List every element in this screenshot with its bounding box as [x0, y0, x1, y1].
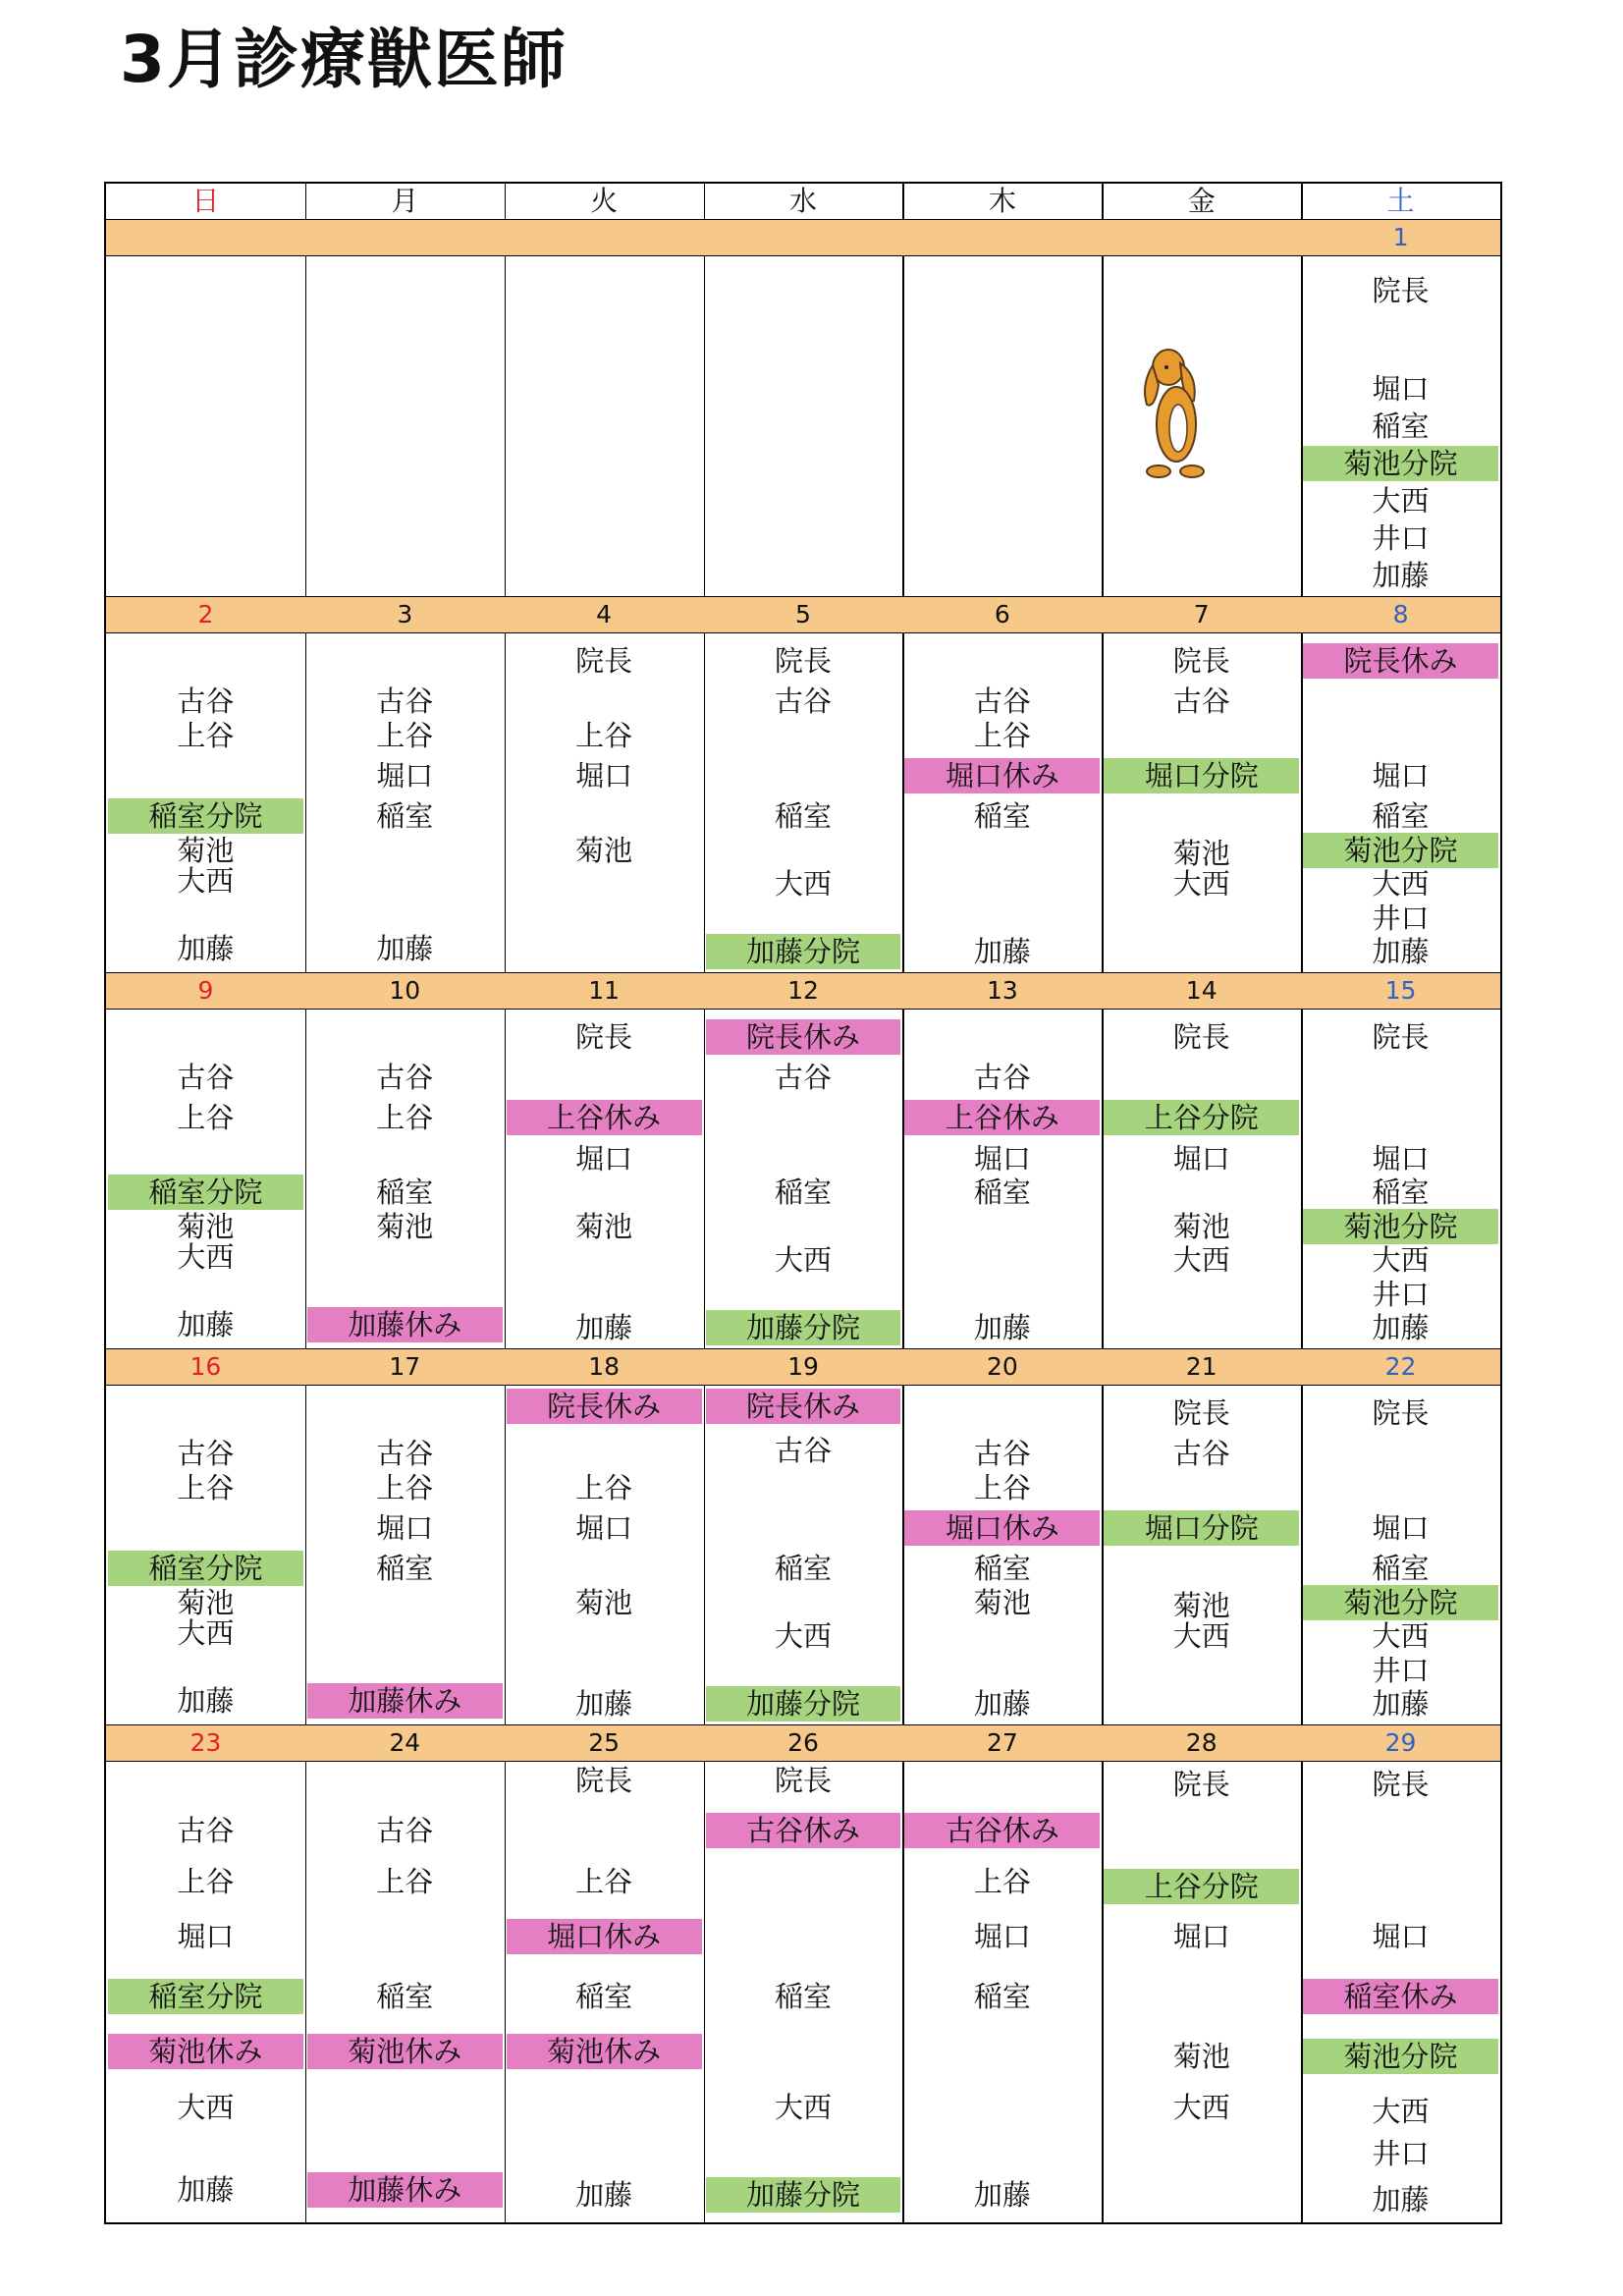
staff-off-label: 加藤休み [307, 2172, 503, 2208]
staff-name: 大西 [1372, 1619, 1430, 1654]
staff-name: 菊池 [1172, 1209, 1230, 1243]
date-number [1102, 220, 1301, 255]
staff-name: 古谷 [973, 1437, 1031, 1470]
staff-name: 堀口 [1172, 1141, 1230, 1175]
staff-branch-label: 加藤分院 [706, 934, 901, 969]
staff-off-label: 菊池休み [507, 2034, 702, 2069]
staff-name: 院長 [1372, 1768, 1430, 1802]
staff-name: 古谷 [973, 684, 1031, 718]
date-number: 9 [197, 976, 214, 1005]
staff-name: 菊池 [177, 1209, 235, 1243]
staff-name: 加藤 [575, 1311, 633, 1345]
staff-name: 堀口 [575, 758, 633, 793]
staff-name: 加藤 [177, 931, 235, 965]
staff-name: 加藤 [1372, 1311, 1430, 1345]
staff-name: 古谷 [973, 1061, 1031, 1094]
date-number: 29 [1384, 1728, 1417, 1757]
staff-branch-label: 加藤分院 [706, 1310, 901, 1345]
staff-name: 稲室 [1372, 1175, 1430, 1210]
staff-branch-label: 菊池分院 [1303, 1209, 1498, 1244]
date-number: 3 [397, 600, 413, 629]
staff-name: 大西 [177, 1615, 235, 1650]
staff-name: 稲室 [973, 1552, 1031, 1586]
staff-off-label: 加藤休み [307, 1307, 503, 1342]
staff-name: 院長 [1372, 1395, 1430, 1430]
staff-name: 古谷 [376, 1437, 434, 1470]
staff-name: 菊池 [376, 1209, 434, 1243]
staff-off-label: 院長休み [706, 1389, 901, 1424]
date-bar [106, 596, 1500, 633]
staff-name: 堀口 [376, 758, 434, 793]
staff-name: 上谷 [575, 1470, 633, 1504]
staff-name: 院長 [1172, 1395, 1230, 1430]
staff-name: 大西 [1372, 1243, 1430, 1278]
staff-name: 院長 [1172, 1768, 1230, 1802]
date-number: 23 [189, 1728, 222, 1757]
staff-off-label: 堀口休み [904, 758, 1100, 793]
date-number [902, 220, 1102, 255]
staff-off-label: 古谷休み [904, 1813, 1100, 1848]
staff-name: 加藤 [973, 935, 1031, 969]
staff-name: 稲室 [376, 1980, 434, 2014]
staff-name: 大西 [177, 2090, 235, 2124]
staff-name: 稲室 [774, 1175, 832, 1210]
staff-name: 稲室 [376, 1175, 434, 1210]
staff-off-label: 菊池休み [307, 2034, 503, 2069]
staff-name: 加藤 [177, 2173, 235, 2208]
staff-off-label: 堀口休み [904, 1510, 1100, 1546]
staff-name: 上谷 [575, 718, 633, 752]
staff-name: 菊池 [575, 833, 633, 867]
weekday-label: 火 [590, 185, 619, 217]
staff-name: 上谷 [177, 1864, 235, 1898]
staff-name: 加藤 [177, 1683, 235, 1718]
staff-off-label: 院長休み [507, 1389, 702, 1424]
staff-name: 稲室 [973, 1175, 1031, 1210]
staff-branch-label: 稲室分院 [108, 1551, 303, 1586]
staff-name: 稲室 [575, 1980, 633, 2014]
staff-name: 上谷 [376, 718, 434, 752]
staff-name: 大西 [1172, 867, 1230, 902]
staff-branch-label: 菊池分院 [1303, 833, 1498, 868]
staff-name: 上谷 [973, 1864, 1031, 1898]
date-bar [106, 1348, 1500, 1386]
staff-off-label: 菊池休み [108, 2034, 303, 2069]
staff-name: 大西 [774, 867, 832, 902]
date-number: 16 [189, 1352, 222, 1381]
staff-name: 古谷 [1172, 684, 1230, 718]
date-number: 20 [986, 1352, 1018, 1381]
staff-off-label: 上谷休み [507, 1100, 702, 1135]
staff-name: 上谷 [177, 1470, 235, 1504]
page-title: 3月診療獣医師 [120, 22, 568, 97]
staff-name: 院長 [1172, 1019, 1230, 1054]
date-number: 1 [1392, 223, 1409, 251]
staff-name: 加藤 [973, 2177, 1031, 2212]
date-number: 5 [795, 600, 811, 629]
date-bar [106, 219, 1500, 256]
staff-name: 井口 [1372, 1277, 1430, 1311]
staff-name: 古谷 [376, 1061, 434, 1094]
weekday-label: 水 [788, 185, 817, 217]
staff-off-label: 上谷休み [904, 1100, 1100, 1135]
date-number: 21 [1185, 1352, 1217, 1381]
date-bar [106, 1724, 1500, 1762]
staff-name: 上谷 [376, 1101, 434, 1135]
staff-name: 稲室 [774, 1552, 832, 1586]
staff-name: 稲室 [376, 1552, 434, 1586]
staff-branch-label: 稲室分院 [108, 1979, 303, 2014]
staff-branch-label: 堀口分院 [1104, 758, 1299, 793]
staff-name: 堀口 [1372, 1920, 1430, 1954]
staff-name: 堀口 [376, 1510, 434, 1545]
staff-name: 大西 [1172, 1619, 1230, 1654]
staff-name: 井口 [1372, 521, 1430, 556]
staff-name: 稲室 [774, 799, 832, 834]
staff-name: 加藤 [177, 1307, 235, 1341]
staff-name: 大西 [774, 2090, 832, 2124]
date-number: 25 [588, 1728, 621, 1757]
staff-name: 大西 [177, 863, 235, 898]
staff-name: 院長 [575, 643, 633, 678]
staff-name: 上谷 [973, 1470, 1031, 1504]
staff-name: 古谷 [177, 1061, 235, 1094]
date-number: 27 [986, 1728, 1018, 1757]
date-number: 10 [389, 976, 421, 1005]
staff-name: 稲室 [973, 1980, 1031, 2014]
date-number: 12 [787, 976, 819, 1005]
staff-name: 上谷 [376, 1470, 434, 1504]
column-divider [1102, 184, 1104, 2222]
weekday-label: 月 [391, 185, 419, 217]
date-number: 4 [596, 600, 613, 629]
date-bar [106, 972, 1500, 1010]
date-number [305, 220, 505, 255]
date-number: 18 [588, 1352, 621, 1381]
staff-branch-label: 菊池分院 [1303, 446, 1498, 481]
staff-name: 大西 [1372, 484, 1430, 519]
staff-name: 上谷 [973, 718, 1031, 752]
staff-branch-label: 上谷分院 [1104, 1869, 1299, 1904]
staff-name: 古谷 [177, 1437, 235, 1470]
weekday-label: 日 [191, 185, 220, 217]
staff-name: 堀口 [575, 1141, 633, 1175]
staff-name: 加藤 [575, 1687, 633, 1722]
staff-name: 古谷 [774, 684, 832, 718]
staff-name: 堀口 [1372, 371, 1430, 406]
staff-branch-label: 加藤分院 [706, 1686, 901, 1722]
staff-name: 加藤 [1372, 1687, 1430, 1722]
date-number [704, 220, 903, 255]
staff-name: 堀口 [575, 1510, 633, 1545]
staff-name: 堀口 [973, 1920, 1031, 1954]
staff-name: 院長 [1372, 273, 1430, 307]
staff-branch-label: 稲室分院 [108, 798, 303, 834]
date-number: 11 [588, 976, 621, 1005]
dog-illustration [1137, 346, 1225, 483]
staff-name: 院長 [575, 1763, 633, 1797]
staff-name: 大西 [774, 1243, 832, 1278]
staff-name: 菊池 [1172, 2040, 1230, 2074]
staff-name: 菊池 [973, 1585, 1031, 1619]
date-number: 8 [1392, 600, 1409, 629]
staff-name: 上谷 [575, 1864, 633, 1898]
staff-name: 稲室 [973, 799, 1031, 834]
staff-name: 井口 [1372, 901, 1430, 935]
date-number [505, 220, 704, 255]
staff-name: 井口 [1372, 1653, 1430, 1687]
date-number: 26 [787, 1728, 819, 1757]
date-number: 7 [1193, 600, 1210, 629]
staff-name: 院長 [774, 1763, 832, 1797]
staff-name: 古谷 [774, 1433, 832, 1467]
staff-branch-label: 堀口分院 [1104, 1510, 1299, 1546]
staff-name: 菊池 [575, 1585, 633, 1619]
staff-name: 大西 [1172, 2090, 1230, 2124]
staff-name: 堀口 [1372, 758, 1430, 793]
date-number: 17 [389, 1352, 421, 1381]
staff-name: 古谷 [1172, 1437, 1230, 1470]
staff-name: 稲室 [1372, 799, 1430, 834]
staff-off-label: 院長休み [706, 1019, 901, 1055]
staff-name: 古谷 [177, 1814, 235, 1848]
staff-branch-label: 稲室分院 [108, 1175, 303, 1210]
staff-branch-label: 菊池分院 [1303, 1585, 1498, 1620]
staff-branch-label: 菊池分院 [1303, 2039, 1498, 2074]
staff-name: 上谷 [177, 718, 235, 752]
staff-name: 井口 [1372, 2136, 1430, 2170]
staff-name: 加藤 [1372, 559, 1430, 593]
staff-name: 古谷 [774, 1061, 832, 1094]
weekday-label: 金 [1187, 185, 1216, 217]
staff-name: 堀口 [1172, 1920, 1230, 1954]
staff-name: 上谷 [376, 1864, 434, 1898]
staff-name: 堀口 [1372, 1141, 1430, 1175]
weekday-label: 土 [1386, 185, 1415, 217]
staff-name: 大西 [1172, 1243, 1230, 1278]
staff-name: 大西 [1372, 867, 1430, 902]
staff-name: 大西 [774, 1619, 832, 1654]
staff-name: 院長 [1172, 643, 1230, 678]
staff-name: 院長 [1372, 1019, 1430, 1054]
staff-name: 稲室 [1372, 1552, 1430, 1586]
staff-off-label: 院長休み [1303, 643, 1498, 679]
staff-name: 加藤 [376, 931, 434, 965]
staff-name: 稲室 [774, 1980, 832, 2014]
staff-name: 菊池 [177, 1585, 235, 1619]
staff-name: 堀口 [973, 1141, 1031, 1175]
staff-off-label: 稲室休み [1303, 1979, 1498, 2014]
staff-name: 加藤 [973, 1687, 1031, 1722]
date-number [106, 220, 305, 255]
staff-name: 院長 [774, 643, 832, 678]
date-number: 19 [787, 1352, 819, 1381]
staff-name: 稲室 [376, 799, 434, 834]
staff-off-label: 加藤休み [307, 1683, 503, 1719]
date-number: 13 [986, 976, 1018, 1005]
date-number: 24 [389, 1728, 421, 1757]
staff-name: 古谷 [177, 684, 235, 718]
staff-off-label: 堀口休み [507, 1919, 702, 1954]
date-number: 22 [1384, 1352, 1417, 1381]
staff-name: 菊池 [575, 1209, 633, 1243]
staff-name: 大西 [177, 1239, 235, 1274]
staff-name: 加藤 [973, 1311, 1031, 1345]
staff-branch-label: 加藤分院 [706, 2177, 901, 2213]
staff-name: 上谷 [177, 1101, 235, 1135]
staff-name: 加藤 [575, 2177, 633, 2212]
staff-name: 菊池 [1172, 1589, 1230, 1623]
date-number: 28 [1185, 1728, 1217, 1757]
staff-name: 菊池 [1172, 837, 1230, 871]
staff-name: 加藤 [1372, 935, 1430, 969]
weekday-label: 木 [988, 185, 1016, 217]
staff-name: 加藤 [1372, 2182, 1430, 2216]
staff-name: 堀口 [177, 1920, 235, 1954]
staff-name: 院長 [575, 1019, 633, 1054]
calendar-grid [104, 182, 1502, 2224]
date-number: 6 [994, 600, 1010, 629]
date-number: 15 [1384, 976, 1417, 1005]
staff-off-label: 古谷休み [706, 1813, 901, 1848]
column-divider [505, 184, 507, 2222]
staff-branch-label: 上谷分院 [1104, 1100, 1299, 1135]
date-number: 14 [1185, 976, 1217, 1005]
weekday-header-row [106, 184, 1500, 220]
staff-name: 大西 [1372, 2095, 1430, 2129]
staff-name: 古谷 [376, 1814, 434, 1848]
date-number: 2 [197, 600, 214, 629]
staff-name: 稲室 [1372, 410, 1430, 443]
staff-name: 菊池 [177, 833, 235, 867]
staff-name: 古谷 [376, 684, 434, 718]
staff-name: 堀口 [1372, 1510, 1430, 1545]
